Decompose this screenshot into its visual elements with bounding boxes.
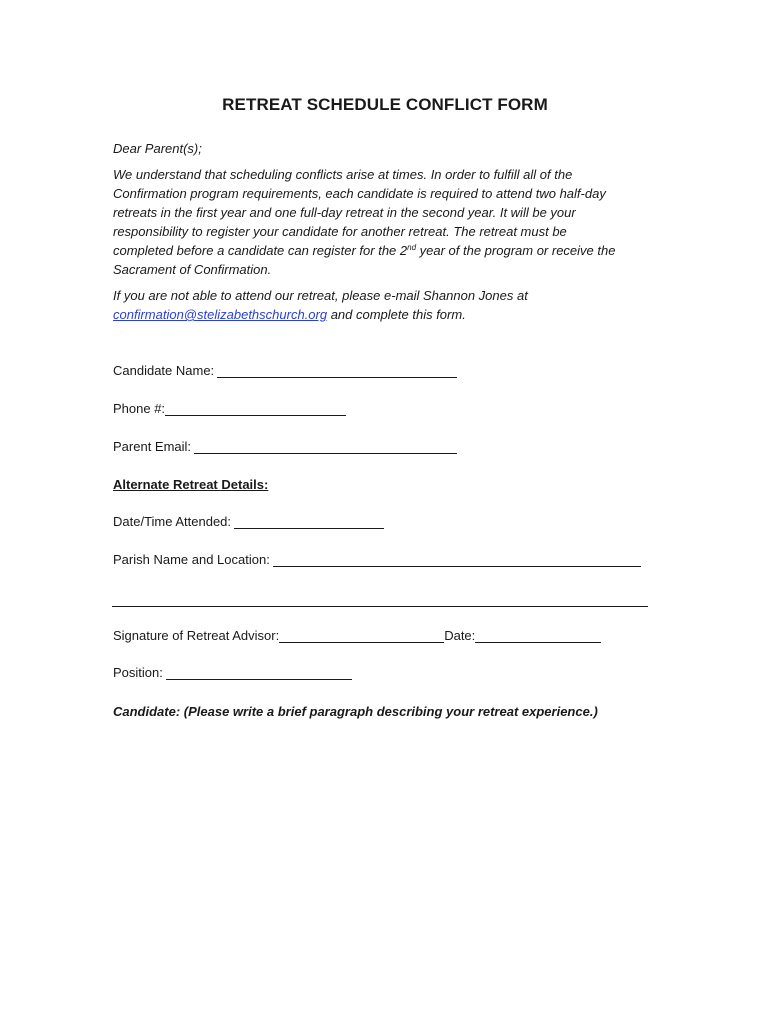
intro-line: Sacrament of Confirmation. xyxy=(113,262,272,277)
parent-email-field xyxy=(113,439,457,454)
intro-paragraph xyxy=(113,165,673,279)
email-link[interactable]: confirmation@stelizabethschurch.org xyxy=(113,307,328,322)
intro-line5-rest: year of the program or receive the xyxy=(416,243,616,258)
date-blank[interactable] xyxy=(475,629,601,643)
phone-blank[interactable] xyxy=(165,402,346,416)
position-field xyxy=(113,665,352,680)
position-label: Position: xyxy=(113,665,163,680)
signature-label: Signature of Retreat Advisor: xyxy=(113,628,280,643)
signature-field xyxy=(113,628,601,643)
date-label: Date: xyxy=(444,628,476,643)
candidate-name-label: Candidate Name: xyxy=(113,363,215,378)
date-time-blank[interactable] xyxy=(234,515,384,529)
intro-line: We understand that scheduling conflicts arise at times. In order to fulfill all of the xyxy=(113,167,573,182)
parish-label: Parish Name and Location: xyxy=(113,552,270,567)
ordinal-superscript: nd xyxy=(407,243,417,252)
page-title: RETREAT SCHEDULE CONFLICT FORM xyxy=(222,95,548,114)
contact-line xyxy=(113,305,673,324)
parent-email-label: Parent Email: xyxy=(113,439,192,454)
contact-paragraph xyxy=(113,286,673,324)
contact-line: If you are not able to attend our retreat, please e-mail Shannon Jones at xyxy=(113,288,528,303)
intro-line xyxy=(113,241,673,260)
contact-line-rest: and complete this form. xyxy=(327,307,466,322)
intro-line: responsibility to register your candidate for another retreat. The retreat must be xyxy=(113,224,567,239)
intro-line: retreats in the first year and one full-day retreat in the second year. It will be your xyxy=(113,205,576,220)
signature-blank[interactable] xyxy=(279,629,444,643)
parent-email-blank[interactable] xyxy=(194,440,457,454)
phone-label: Phone #: xyxy=(113,401,166,416)
phone-field xyxy=(113,401,346,416)
date-time-label: Date/Time Attended: xyxy=(113,514,232,529)
section-heading: Alternate Retreat Details: xyxy=(113,477,269,492)
parish-blank[interactable] xyxy=(273,553,641,567)
candidate-name-blank[interactable] xyxy=(217,364,457,378)
intro-line5-text: completed before a candidate can register for the 2 xyxy=(113,243,408,258)
date-time-field xyxy=(113,514,384,529)
intro-line: Confirmation program requirements, each candidate is required to attend two half-day xyxy=(113,186,606,201)
greeting: Dear Parent(s); xyxy=(113,141,202,156)
candidate-instruction: Candidate: (Please write a brief paragraph describing your retreat experience.) xyxy=(113,704,598,719)
parish-field xyxy=(113,552,641,567)
candidate-name-field xyxy=(113,363,457,378)
position-blank[interactable] xyxy=(166,666,352,680)
parish-blank-continued[interactable] xyxy=(112,606,648,607)
